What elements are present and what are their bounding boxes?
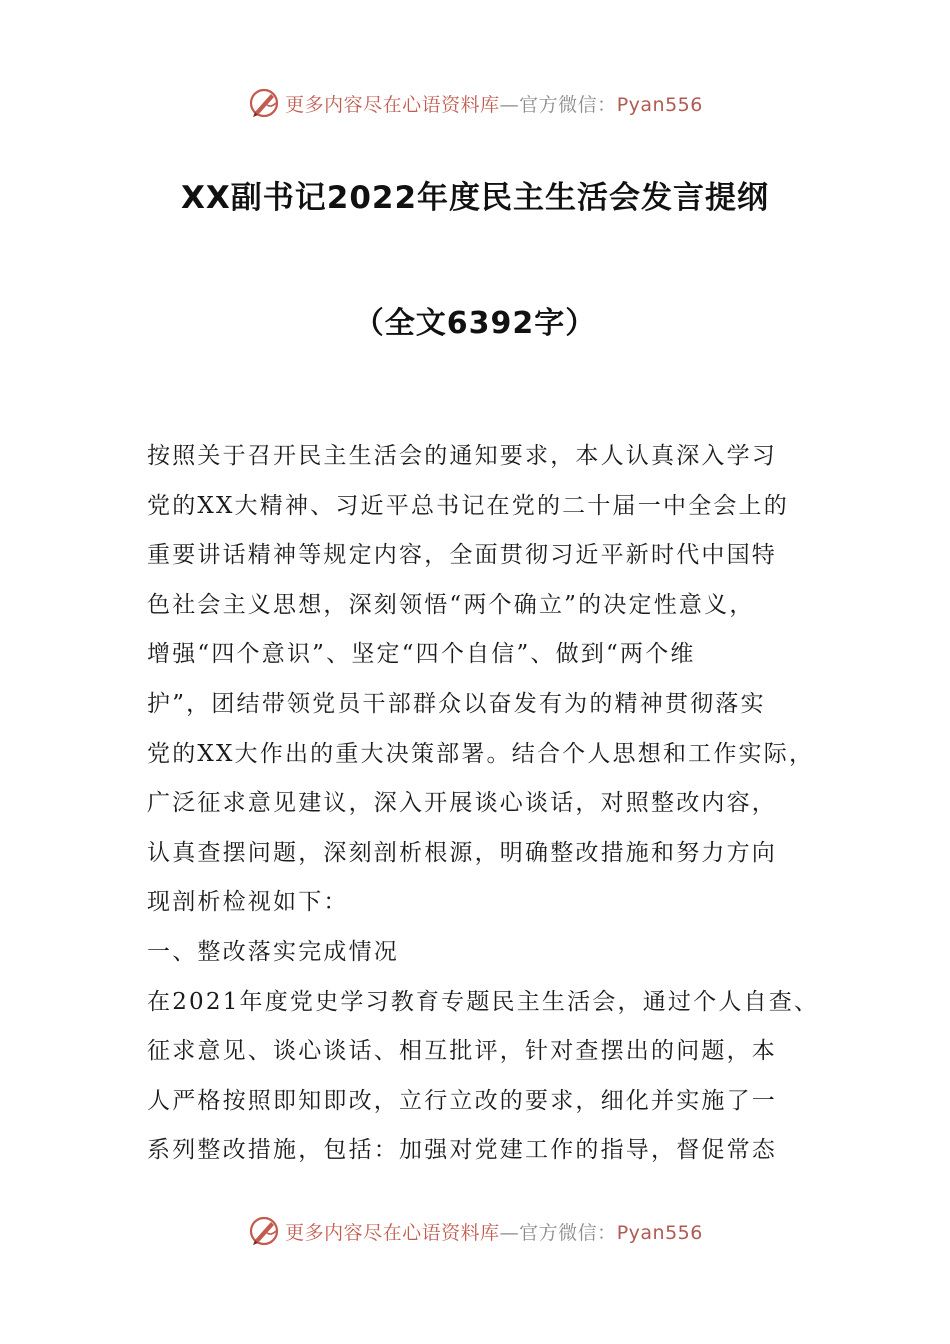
pen-circle-logo-icon xyxy=(247,1214,281,1248)
body-line: 人严格按照即知即改，立行立改的要求，细化并实施了一 xyxy=(147,1087,777,1114)
body-line: 现剖析检视如下： xyxy=(147,889,349,916)
body-line: 党的XX大精神、习近平总书记在党的二十届一中全会上的 xyxy=(147,492,789,519)
watermark-text xyxy=(285,1218,703,1245)
watermark-separator: — xyxy=(499,1221,520,1244)
header-watermark xyxy=(0,83,950,123)
watermark-brand: 更多内容尽在心语资料库 xyxy=(285,1221,500,1244)
body-line: 护”，团结带领党员干部群众以奋发有为的精神贯彻落实 xyxy=(147,690,766,717)
document-title: XX副书记2022年度民主生活会发言提纲 xyxy=(180,180,770,216)
body-line: 认真查摆问题，深刻剖析根源，明确整改措施和努力方向 xyxy=(147,839,777,866)
body-line: 色社会主义思想，深刻领悟“两个确立”的决定性意义， xyxy=(147,591,755,618)
body-line: 党的XX大作出的重大决策部署。结合个人思想和工作实际， xyxy=(147,740,815,767)
body-line: 增强“四个意识”、坚定“四个自信”、做到“两个维 xyxy=(147,641,696,668)
body-line: 系列整改措施，包括：加强对党建工作的指导，督促常态 xyxy=(147,1137,777,1164)
section-heading: 一、整改落实完成情况 xyxy=(147,938,399,965)
watermark-official-label: 官方微信： xyxy=(519,1221,617,1244)
watermark-wechat-id: Pyan556 xyxy=(616,93,703,116)
body-line: 在2021年度党史学习教育专题民主生活会，通过个人自查、 xyxy=(147,988,820,1015)
body-line: 重要讲话精神等规定内容，全面贯彻习近平新时代中国特 xyxy=(147,542,777,569)
watermark-brand: 更多内容尽在心语资料库 xyxy=(285,93,500,116)
watermark-official-label: 官方微信： xyxy=(519,93,617,116)
body-line: 广泛征求意见建议，深入开展谈心谈话，对照整改内容， xyxy=(147,790,777,817)
body-line: 征求意见、谈心谈话、相互批评，针对查摆出的问题，本 xyxy=(147,1038,777,1065)
document-subtitle: （全文6392字） xyxy=(353,306,597,341)
pen-circle-logo-icon xyxy=(247,86,281,120)
watermark-separator: — xyxy=(499,93,520,116)
document-body xyxy=(147,438,837,1182)
watermark-wechat-id: Pyan556 xyxy=(616,1221,703,1244)
body-line: 按照关于召开民主生活会的通知要求，本人认真深入学习 xyxy=(147,443,777,469)
watermark-text xyxy=(285,90,703,117)
footer-watermark xyxy=(0,1211,950,1251)
